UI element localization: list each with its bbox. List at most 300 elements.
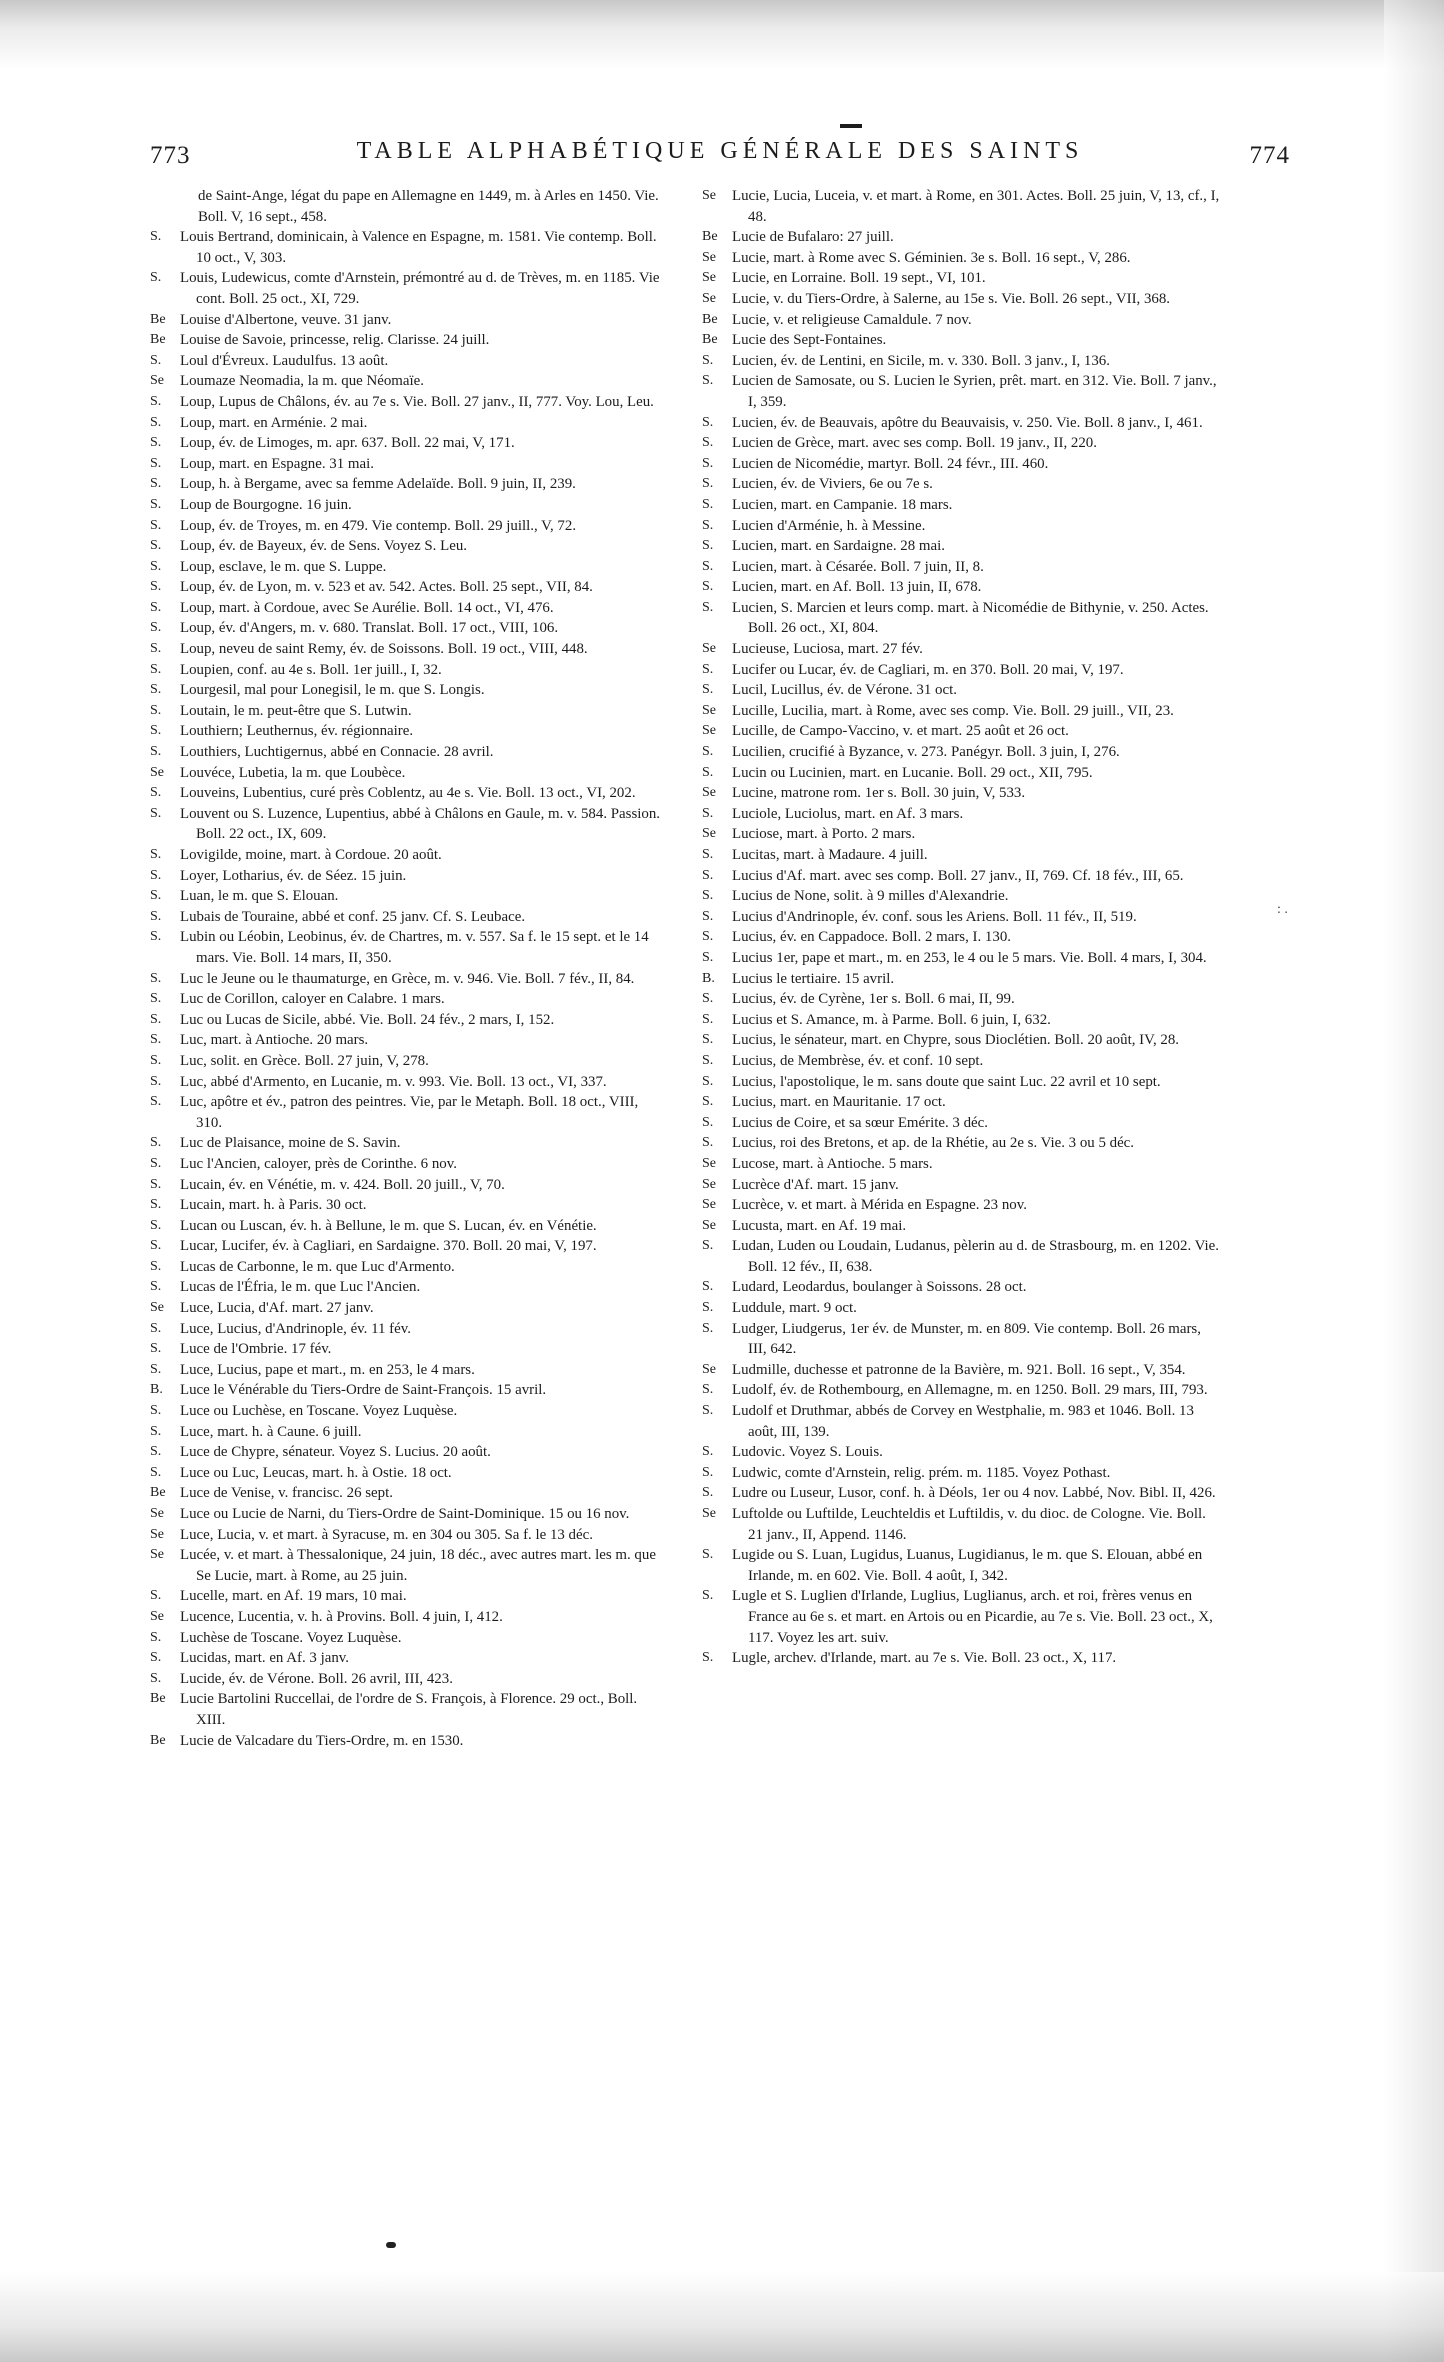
index-entry: [150, 989, 668, 1010]
entry-prefix: B.: [150, 1382, 163, 1398]
page-header: [150, 138, 1290, 178]
entry-text: Lucius, de Membrèse, év. et conf. 10 sept.: [732, 1052, 984, 1069]
entry-text: Lucar, Lucifer, év. à Cagliari, en Sardaigne. 370. Boll. 20 mai, V, 197.: [180, 1238, 597, 1255]
entry-prefix: S.: [702, 1444, 714, 1460]
entry-prefix: S.: [150, 785, 162, 801]
entry-prefix: S.: [150, 1588, 162, 1604]
index-entry: [150, 1339, 668, 1360]
entry-text: Ludovic. Voyez S. Louis.: [732, 1444, 883, 1461]
index-entry: [702, 1092, 1222, 1113]
index-entry: [150, 536, 668, 557]
entry-prefix: S.: [150, 517, 162, 533]
entry-text: Lubais de Touraine, abbé et conf. 25 janv. Cf. S. Leubace.: [180, 908, 526, 925]
entry-text: Lucitas, mart. à Madaure. 4 juill.: [732, 847, 928, 863]
entry-text: Louis, Ludewicus, comte d'Arnstein, prémontré au d. de Trèves, m. en 1185. Vie cont. Boll. 25 oct., XI, 729.: [180, 270, 660, 307]
entry-prefix: Se: [702, 1197, 716, 1213]
index-entry: [150, 330, 668, 351]
entry-prefix: Se: [702, 826, 716, 842]
index-entry: [702, 886, 1222, 907]
entry-text: Lucius de Coire, et sa sœur Emérite. 3 déc.: [732, 1114, 988, 1131]
entry-prefix: Se: [150, 764, 164, 780]
entry-text: Lucius 1er, pape et mart., m. en 253, le 4 ou le 5 mars. Vie. Boll. 4 mars, I, 304.: [732, 949, 1207, 966]
entry-text: Loup, év. de Limoges, m. apr. 637. Boll. 22 mai, V, 171.: [180, 435, 515, 452]
index-entry: [150, 1072, 668, 1093]
index-entry: [150, 1648, 668, 1669]
entry-prefix: S.: [150, 970, 162, 986]
entry-text: Luc de Plaisance, moine de S. Savin.: [180, 1135, 401, 1152]
index-entry: [150, 1504, 668, 1525]
index-entry: [702, 866, 1222, 887]
index-entry: [150, 804, 668, 845]
index-entry: [702, 721, 1222, 742]
entry-prefix: S.: [702, 991, 714, 1007]
entry-prefix: S.: [150, 393, 162, 409]
index-entry: [702, 516, 1222, 537]
entry-text: Lucius de None, solit. à 9 milles d'Alexandrie.: [732, 888, 1009, 905]
entry-text: Lucusta, mart. en Af. 19 mai.: [732, 1217, 907, 1234]
entry-text: Lucrèce d'Af. mart. 15 janv.: [732, 1176, 899, 1193]
index-entry: [702, 824, 1222, 845]
ink-speck: [386, 2242, 396, 2248]
entry-text: Louthiers, Luchtigernus, abbé en Connacie. 28 avril.: [180, 744, 494, 761]
index-entry: [702, 433, 1222, 454]
index-entry: [702, 783, 1222, 804]
index-entry: [702, 680, 1222, 701]
entry-text: Lucien, mart. en Sardaigne. 28 mai.: [732, 538, 945, 555]
index-entry: [702, 1586, 1222, 1648]
entry-prefix: B.: [702, 970, 715, 986]
index-entry: [702, 1648, 1222, 1669]
entry-prefix: S.: [702, 517, 714, 533]
entry-text: Loup, esclave, le m. que S. Luppe.: [180, 558, 387, 575]
entry-prefix: Be: [702, 332, 718, 348]
index-entry: [150, 516, 668, 537]
entry-prefix: Se: [702, 188, 716, 203]
entry-text: Loup, mart. à Cordoue, avec Se Aurélie. Boll. 14 oct., VI, 476.: [180, 599, 554, 616]
entry-text: Louise d'Albertone, veuve. 31 janv.: [180, 311, 392, 328]
entry-prefix: S.: [150, 908, 162, 924]
entry-prefix: S.: [702, 1011, 714, 1027]
index-entry: [702, 660, 1222, 681]
entry-prefix: S.: [702, 496, 714, 512]
entry-text: Lucie Bartolini Ruccellai, de l'ordre de S. François, à Florence. 29 oct., Boll. XIII.: [180, 1691, 638, 1728]
entry-prefix: S.: [150, 1464, 162, 1480]
entry-text: Louthiern; Leuthernus, év. régionnaire.: [180, 723, 414, 740]
index-entry: [702, 598, 1222, 639]
index-entry: [702, 1277, 1222, 1298]
entry-text: Lucain, mart. h. à Paris. 30 oct.: [180, 1197, 367, 1214]
entry-prefix: S.: [150, 579, 162, 595]
index-entry: [702, 639, 1222, 660]
index-entry: [702, 413, 1222, 434]
entry-prefix: S.: [702, 744, 714, 760]
index-entry: [702, 495, 1222, 516]
entry-text: Lucifer ou Lucar, év. de Cagliari, m. en 370. Boll. 20 mai, V, 197.: [732, 661, 1124, 678]
entry-text: Lucie, v. du Tiers-Ordre, à Salerne, au 15e s. Vie. Boll. 26 sept., VII, 368.: [732, 290, 1171, 307]
index-entry: [702, 1360, 1222, 1381]
index-entry: [150, 1154, 668, 1175]
entry-prefix: S.: [702, 1052, 714, 1068]
entry-text: Louveins, Lubentius, curé près Coblentz, au 4e s. Vie. Boll. 13 oct., VI, 202.: [180, 785, 636, 802]
entry-prefix: S.: [702, 888, 714, 904]
entry-prefix: S.: [150, 620, 162, 636]
index-entry: [702, 948, 1222, 969]
entry-text: Lugle et S. Luglien d'Irlande, Luglius, Luglianus, arch. et roi, frères venus en France au 6e s. et mart. en Artois ou en Picardie, au 7e s. Vie. Boll. 23 oct., X, 117. Voyez les art. suiv.: [732, 1588, 1213, 1646]
entry-text: Luce, Lucius, pape et mart., m. en 253, le 4 mars.: [180, 1361, 475, 1378]
index-entry: [702, 330, 1222, 351]
entry-text: Loup, év. de Lyon, m. v. 523 et av. 542. Actes. Boll. 25 sept., VII, 84.: [180, 579, 593, 596]
entry-prefix: S.: [702, 435, 714, 451]
entry-text: Luce de Chypre, sénateur. Voyez S. Lucius. 20 août.: [180, 1444, 491, 1461]
index-entry: [702, 577, 1222, 598]
entry-text: Lucius le tertiaire. 15 avril.: [732, 970, 895, 987]
index-entry: [150, 1731, 668, 1752]
entry-text: Loup, év. d'Angers, m. v. 680. Translat. Boll. 17 oct., VIII, 106.: [180, 620, 559, 637]
entry-text: Lucius, le sénateur, mart. en Chypre, sous Dioclétien. Boll. 20 août, IV, 28.: [732, 1032, 1180, 1049]
index-entry: [150, 845, 668, 866]
entry-prefix: S.: [150, 1341, 162, 1357]
entry-text: Ludolf, év. de Rothembourg, en Allemagne, m. en 1250. Boll. 29 mars, III, 793.: [732, 1382, 1208, 1399]
index-entry: [702, 1175, 1222, 1196]
index-entry: [150, 1442, 668, 1463]
index-entry: [150, 392, 668, 413]
entry-text: Luchèse de Toscane. Voyez Luquèse.: [180, 1629, 402, 1646]
entry-text: Lucain, év. en Vénétie, m. v. 424. Boll. 20 juill., V, 70.: [180, 1176, 505, 1193]
entry-text: Luce ou Luchèse, en Toscane. Voyez Luquèse.: [180, 1403, 458, 1420]
entry-prefix: S.: [150, 847, 162, 862]
index-entry: [150, 577, 668, 598]
entry-prefix: S.: [702, 1135, 714, 1151]
entry-prefix: S.: [702, 455, 714, 471]
entry-prefix: S.: [150, 1403, 162, 1419]
entry-prefix: S.: [702, 847, 714, 862]
index-entry: [150, 1463, 668, 1484]
entry-text: Lucilien, crucifié à Byzance, v. 273. Panégyr. Boll. 3 juin, I, 276.: [732, 744, 1120, 761]
entry-text: Luc, solit. en Grèce. Boll. 27 juin, V, 278.: [180, 1052, 429, 1069]
entry-prefix: S.: [702, 476, 714, 492]
entry-text: Lucien de Grèce, mart. avec ses comp. Boll. 19 janv., II, 220.: [732, 435, 1097, 452]
entry-prefix: S.: [702, 373, 714, 389]
scan-edge-top: [0, 0, 1444, 70]
entry-prefix: Be: [150, 1691, 166, 1707]
index-entry: [150, 1545, 668, 1586]
index-entry: [702, 1298, 1222, 1319]
entry-text: Lucin ou Lucinien, mart. en Lucanie. Boll. 29 oct., XII, 795.: [732, 764, 1093, 781]
entry-prefix: S.: [150, 1011, 162, 1027]
entry-prefix: Se: [150, 1608, 164, 1624]
index-entry: [150, 1360, 668, 1381]
entry-text: Lucien, év. de Beauvais, apôtre du Beauvaisis, v. 250. Vie. Boll. 8 janv., I, 461.: [732, 414, 1203, 431]
entry-text: Lucas de Carbonne, le m. que Luc d'Armento.: [180, 1258, 455, 1275]
entry-prefix: S.: [702, 1485, 714, 1501]
entry-prefix: S.: [150, 991, 162, 1007]
entry-prefix: S.: [150, 352, 162, 368]
index-entry: [702, 536, 1222, 557]
entry-prefix: S.: [702, 1114, 714, 1130]
index-entry: [702, 1483, 1222, 1504]
entry-prefix: S.: [702, 764, 714, 780]
entry-text: Lucien de Nicomédie, martyr. Boll. 24 févr., III. 460.: [732, 455, 1049, 472]
index-entry: [702, 186, 1222, 227]
entry-prefix: S.: [150, 1094, 162, 1110]
entry-prefix: S.: [150, 1279, 162, 1295]
entry-prefix: Be: [150, 311, 166, 327]
entry-prefix: Be: [150, 332, 166, 348]
entry-prefix: S.: [150, 435, 162, 451]
entry-text: Luc le Jeune ou le thaumaturge, en Grèce, m. v. 946. Vie. Boll. 7 fév., II, 84.: [180, 970, 635, 987]
entry-prefix: S.: [150, 867, 162, 883]
index-entry: [150, 1401, 668, 1422]
entry-prefix: Se: [150, 1526, 164, 1542]
index-entry: [702, 1236, 1222, 1277]
index-entry: [702, 701, 1222, 722]
entry-prefix: S.: [702, 579, 714, 595]
entry-prefix: Se: [702, 270, 716, 286]
index-entry: [702, 454, 1222, 475]
entry-text: Lubin ou Léobin, Leobinus, év. de Chartres, m. v. 557. Sa f. le 15 sept. et le 14 mars. Vie. Boll. 14 mars, II, 350.: [180, 929, 649, 966]
entry-text: Lucien, év. de Viviers, 6e ou 7e s.: [732, 476, 933, 493]
entry-prefix: S.: [150, 929, 162, 945]
entry-text: Luc l'Ancien, caloyer, près de Corinthe. 6 nov.: [180, 1155, 457, 1172]
index-entry: [702, 268, 1222, 289]
index-entry: [150, 1483, 668, 1504]
entry-text: Luc, abbé d'Armento, en Lucanie, m. v. 993. Vie. Boll. 13 oct., VI, 337.: [180, 1073, 607, 1090]
entry-prefix: Se: [702, 249, 716, 265]
index-entry: [702, 1401, 1222, 1442]
index-entry: [150, 351, 668, 372]
entry-prefix: S.: [150, 1052, 162, 1068]
index-entry: [150, 227, 668, 268]
index-entry: [150, 1422, 668, 1443]
entry-text: Lucien, mart. en Af. Boll. 13 juin, II, 678.: [732, 579, 982, 596]
entry-text: Lucil, Lucillus, év. de Vérone. 31 oct.: [732, 682, 957, 699]
entry-prefix: Se: [702, 641, 716, 657]
entry-text: Luan, le m. que S. Elouan.: [180, 888, 339, 905]
entry-text: Lucie, en Lorraine. Boll. 19 sept., VI, 101.: [732, 270, 986, 287]
entry-prefix: S.: [702, 1382, 714, 1398]
entry-text: Luce de l'Ombrie. 17 fév.: [180, 1341, 332, 1358]
entry-prefix: S.: [150, 661, 162, 677]
entry-text: Lucée, v. et mart. à Thessalonique, 24 juin, 18 déc., avec autres mart. les m. que Se Lucie, mart. à Rome, au 25 juin.: [180, 1547, 656, 1584]
index-entry: [150, 1195, 668, 1216]
index-entry: [702, 1380, 1222, 1401]
entry-text: Luce, Lucius, d'Andrinople, év. 11 fév.: [180, 1320, 411, 1337]
entry-prefix: S.: [702, 682, 714, 698]
entry-text: Lucelle, mart. en Af. 19 mars, 10 mai.: [180, 1588, 407, 1605]
entry-text: Lucie de Valcadare du Tiers-Ordre, m. en 1530.: [180, 1732, 464, 1749]
index-entry: [702, 1463, 1222, 1484]
entry-text: Lucie, Lucia, Luceia, v. et mart. à Rome, en 301. Actes. Boll. 25 juin, V, 13, cf., I, 48.: [732, 188, 1220, 225]
page-title: TABLE ALPHABÉTIQUE GÉNÉRALE DES SAINTS: [356, 138, 1084, 164]
entry-text: Lucien, év. de Lentini, en Sicile, m. v. 330. Boll. 3 janv., I, 136.: [732, 352, 1110, 369]
entry-prefix: S.: [150, 1073, 162, 1089]
entry-prefix: S.: [702, 1403, 714, 1419]
entry-text: Lucie des Sept-Fontaines.: [732, 332, 887, 349]
entry-prefix: S.: [150, 1650, 162, 1666]
entry-text: Lucrèce, v. et mart. à Mérida en Espagne. 23 nov.: [732, 1197, 1027, 1214]
scan-edge-right: [1384, 0, 1444, 2362]
entry-prefix: S.: [150, 702, 162, 718]
index-entry: [150, 1051, 668, 1072]
entry-prefix: S.: [702, 352, 714, 368]
index-entry: [150, 1030, 668, 1051]
entry-prefix: S.: [702, 867, 714, 883]
index-entry: [150, 433, 668, 454]
entry-prefix: Se: [702, 723, 716, 739]
index-entry: [702, 1216, 1222, 1237]
entry-prefix: S.: [702, 414, 714, 430]
entry-text: Lucie de Bufalaro: 27 juill.: [732, 229, 894, 246]
index-entry: [150, 721, 668, 742]
entry-text: Luce ou Luc, Leucas, mart. h. à Ostie. 18 oct.: [180, 1464, 452, 1481]
index-entry: [702, 763, 1222, 784]
index-entry: [150, 1216, 668, 1237]
entry-prefix: S.: [702, 661, 714, 677]
entry-text: Luciose, mart. à Porto. 2 mars.: [732, 826, 916, 843]
entry-text: Louvent ou S. Luzence, Lupentius, abbé à Châlons en Gaule, m. v. 584. Passion. Boll. 22 oct., IX, 609.: [180, 805, 660, 843]
index-entry: [150, 1236, 668, 1257]
entry-text: Luciole, Luciolus, mart. en Af. 3 mars.: [732, 805, 964, 822]
index-entry: [150, 1628, 668, 1649]
entry-text: Lovigilde, moine, mart. à Cordoue. 20 août.: [180, 847, 442, 863]
index-entry: [702, 1133, 1222, 1154]
scan-edge-bottom: [0, 2272, 1444, 2362]
index-entry: [150, 742, 668, 763]
index-entry: [150, 763, 668, 784]
entry-prefix: S.: [150, 1629, 162, 1645]
index-entry: [702, 989, 1222, 1010]
entry-prefix: Se: [150, 1300, 164, 1316]
entry-text: Louise de Savoie, princesse, relig. Clarisse. 24 juill.: [180, 332, 490, 349]
index-entry: [150, 660, 668, 681]
entry-prefix: S.: [702, 805, 714, 821]
entry-text: Lucie, v. et religieuse Camaldule. 7 nov.: [732, 311, 972, 328]
entry-text: Lucius, roi des Bretons, et ap. de la Rhétie, au 2e s. Vie. 3 ou 5 déc.: [732, 1135, 1135, 1152]
entry-text: Lucien de Samosate, ou S. Lucien le Syrien, prêt. mart. en 312. Vie. Boll. 7 janv., I, 359.: [732, 373, 1217, 410]
index-entry: [150, 371, 668, 392]
entry-text: Ludre ou Luseur, Lusor, conf. h. à Déols, 1er ou 4 nov. Labbé, Nov. Bibl. II, 426.: [732, 1485, 1216, 1502]
index-entry: [150, 1298, 668, 1319]
entry-prefix: S.: [150, 599, 162, 615]
entry-prefix: Be: [702, 311, 718, 327]
entry-prefix: Se: [702, 1217, 716, 1233]
entry-text: Loumaze Neomadia, la m. que Néomaïe.: [180, 373, 424, 390]
entry-text: Luftolde ou Luftilde, Leuchteldis et Luftildis, v. du dioc. de Cologne. Vie. Boll. 21 janv., II, Append. 1146.: [732, 1506, 1206, 1543]
index-entry: [150, 969, 668, 990]
entry-text: Lucien d'Arménie, h. à Messine.: [732, 517, 926, 534]
entry-text: Lucius, l'apostolique, le m. sans doute que saint Luc. 22 avril et 10 sept.: [732, 1073, 1161, 1090]
entry-prefix: S.: [150, 1032, 162, 1048]
entry-text: Loul d'Évreux. Laudulfus. 13 août.: [180, 352, 389, 369]
entry-text: Loup, mart. en Espagne. 31 mai.: [180, 455, 374, 472]
entry-text: Lucius d'Andrinople, év. conf. sous les Ariens. Boll. 11 fév., II, 519.: [732, 908, 1137, 925]
index-entry: [702, 1051, 1222, 1072]
entry-prefix: S.: [702, 1320, 714, 1336]
entry-text: de Saint-Ange, légat du pape en Allemagne en 1449, m. à Arles en 1450. Vie. Boll. V, 16 sept., 458.: [198, 188, 659, 225]
index-entry: [150, 639, 668, 660]
entry-text: Lucence, Lucentia, v. h. à Provins. Boll. 4 juin, I, 412.: [180, 1608, 503, 1625]
entry-prefix: Se: [702, 1506, 716, 1521]
entry-text: Luc ou Lucas de Sicile, abbé. Vie. Boll. 24 fév., 2 mars, I, 152.: [180, 1011, 555, 1028]
entry-text: Lucius, év. en Cappadoce. Boll. 2 mars, I. 130.: [732, 929, 1011, 946]
entry-text: Luce ou Lucie de Narni, du Tiers-Ordre de Saint-Dominique. 15 ou 16 nov.: [180, 1506, 630, 1522]
entry-prefix: S.: [150, 414, 162, 430]
index-entry: [150, 927, 668, 968]
entry-text: Lugide ou S. Luan, Lugidus, Luanus, Lugidianus, le m. que S. Elouan, abbé en Irlande, m. en 602. Vie. Boll. 4 août, I, 342.: [732, 1547, 1203, 1584]
entry-text: Lucieuse, Luciosa, mart. 27 fév.: [732, 641, 923, 658]
entry-text: Lucan ou Luscan, év. h. à Bellune, le m. que S. Lucan, év. en Vénétie.: [180, 1217, 597, 1234]
index-entry: [150, 1257, 668, 1278]
entry-prefix: S.: [702, 1464, 714, 1480]
index-entry: [150, 783, 668, 804]
index-entry: [702, 845, 1222, 866]
index-entry: [702, 969, 1222, 990]
entry-text: Lourgesil, mal pour Lonegisil, le m. que S. Longis.: [180, 682, 485, 699]
index-entry: [150, 1133, 668, 1154]
index-entry: [150, 474, 668, 495]
index-entry: [150, 618, 668, 639]
index-entry: [702, 907, 1222, 928]
entry-prefix: S.: [150, 1135, 162, 1151]
index-entry: [702, 474, 1222, 495]
entry-prefix: Be: [150, 1485, 166, 1501]
entry-text: Luddule, mart. 9 oct.: [732, 1300, 857, 1317]
left-column: [150, 186, 668, 1751]
entry-text: Ludan, Luden ou Loudain, Ludanus, pèlerin au d. de Strasbourg, m. en 1202. Vie. Boll. 12 fév., II, 638.: [732, 1238, 1219, 1275]
entry-text: Loup, mart. en Arménie. 2 mai.: [180, 414, 368, 431]
entry-text: Luce, Lucia, v. et mart. à Syracuse, m. en 304 ou 305. Sa f. le 13 déc.: [180, 1526, 593, 1543]
entry-prefix: S.: [702, 1238, 714, 1254]
entry-prefix: S.: [150, 1258, 162, 1274]
index-entry: [150, 680, 668, 701]
index-entry: [702, 557, 1222, 578]
entry-prefix: S.: [150, 1423, 162, 1439]
index-entry: [150, 413, 668, 434]
index-entry: [702, 1030, 1222, 1051]
entry-text: Lucille, Lucilia, mart. à Rome, avec ses comp. Vie. Boll. 29 juill., VII, 23.: [732, 702, 1174, 719]
index-entry: [702, 310, 1222, 331]
entry-prefix: S.: [150, 455, 162, 471]
index-entry: [702, 1154, 1222, 1175]
index-entry: [702, 927, 1222, 948]
entry-prefix: Se: [702, 1155, 716, 1171]
entry-prefix: S.: [150, 1155, 162, 1171]
entry-prefix: S.: [702, 1650, 714, 1666]
index-entry: [702, 1504, 1222, 1545]
entry-prefix: S.: [702, 929, 714, 945]
index-entry: [702, 1113, 1222, 1134]
entry-text: Loup, h. à Bergame, avec sa femme Adelaïde. Boll. 9 juin, II, 239.: [180, 476, 576, 493]
index-entry: [702, 227, 1222, 248]
entry-prefix: S.: [150, 270, 162, 286]
entry-text: Louis Bertrand, dominicain, à Valence en Espagne, m. 1581. Vie contemp. Boll. 10 oct., V, 303.: [180, 229, 657, 266]
entry-prefix: S.: [702, 599, 714, 615]
entry-text: Loup, év. de Troyes, m. en 479. Vie contemp. Boll. 29 juill., V, 72.: [180, 517, 577, 534]
entry-prefix: S.: [150, 1444, 162, 1460]
index-entry: [150, 1669, 668, 1690]
entry-text: Luce de Venise, v. francisc. 26 sept.: [180, 1485, 393, 1502]
index-entry: [702, 248, 1222, 269]
page-number-right: 774: [1249, 142, 1290, 169]
entry-text: Loup, neveu de saint Remy, év. de Soissons. Boll. 19 oct., VIII, 448.: [180, 641, 588, 658]
entry-text: Lucie, mart. à Rome avec S. Géminien. 3e s. Boll. 16 sept., V, 286.: [732, 249, 1131, 266]
index-entry: [150, 186, 668, 227]
entry-prefix: S.: [702, 1073, 714, 1089]
index-entry: [150, 598, 668, 619]
entry-text: Lucose, mart. à Antioche. 5 mars.: [732, 1155, 933, 1172]
right-column: [702, 186, 1222, 1669]
entry-prefix: Se: [150, 1547, 164, 1563]
